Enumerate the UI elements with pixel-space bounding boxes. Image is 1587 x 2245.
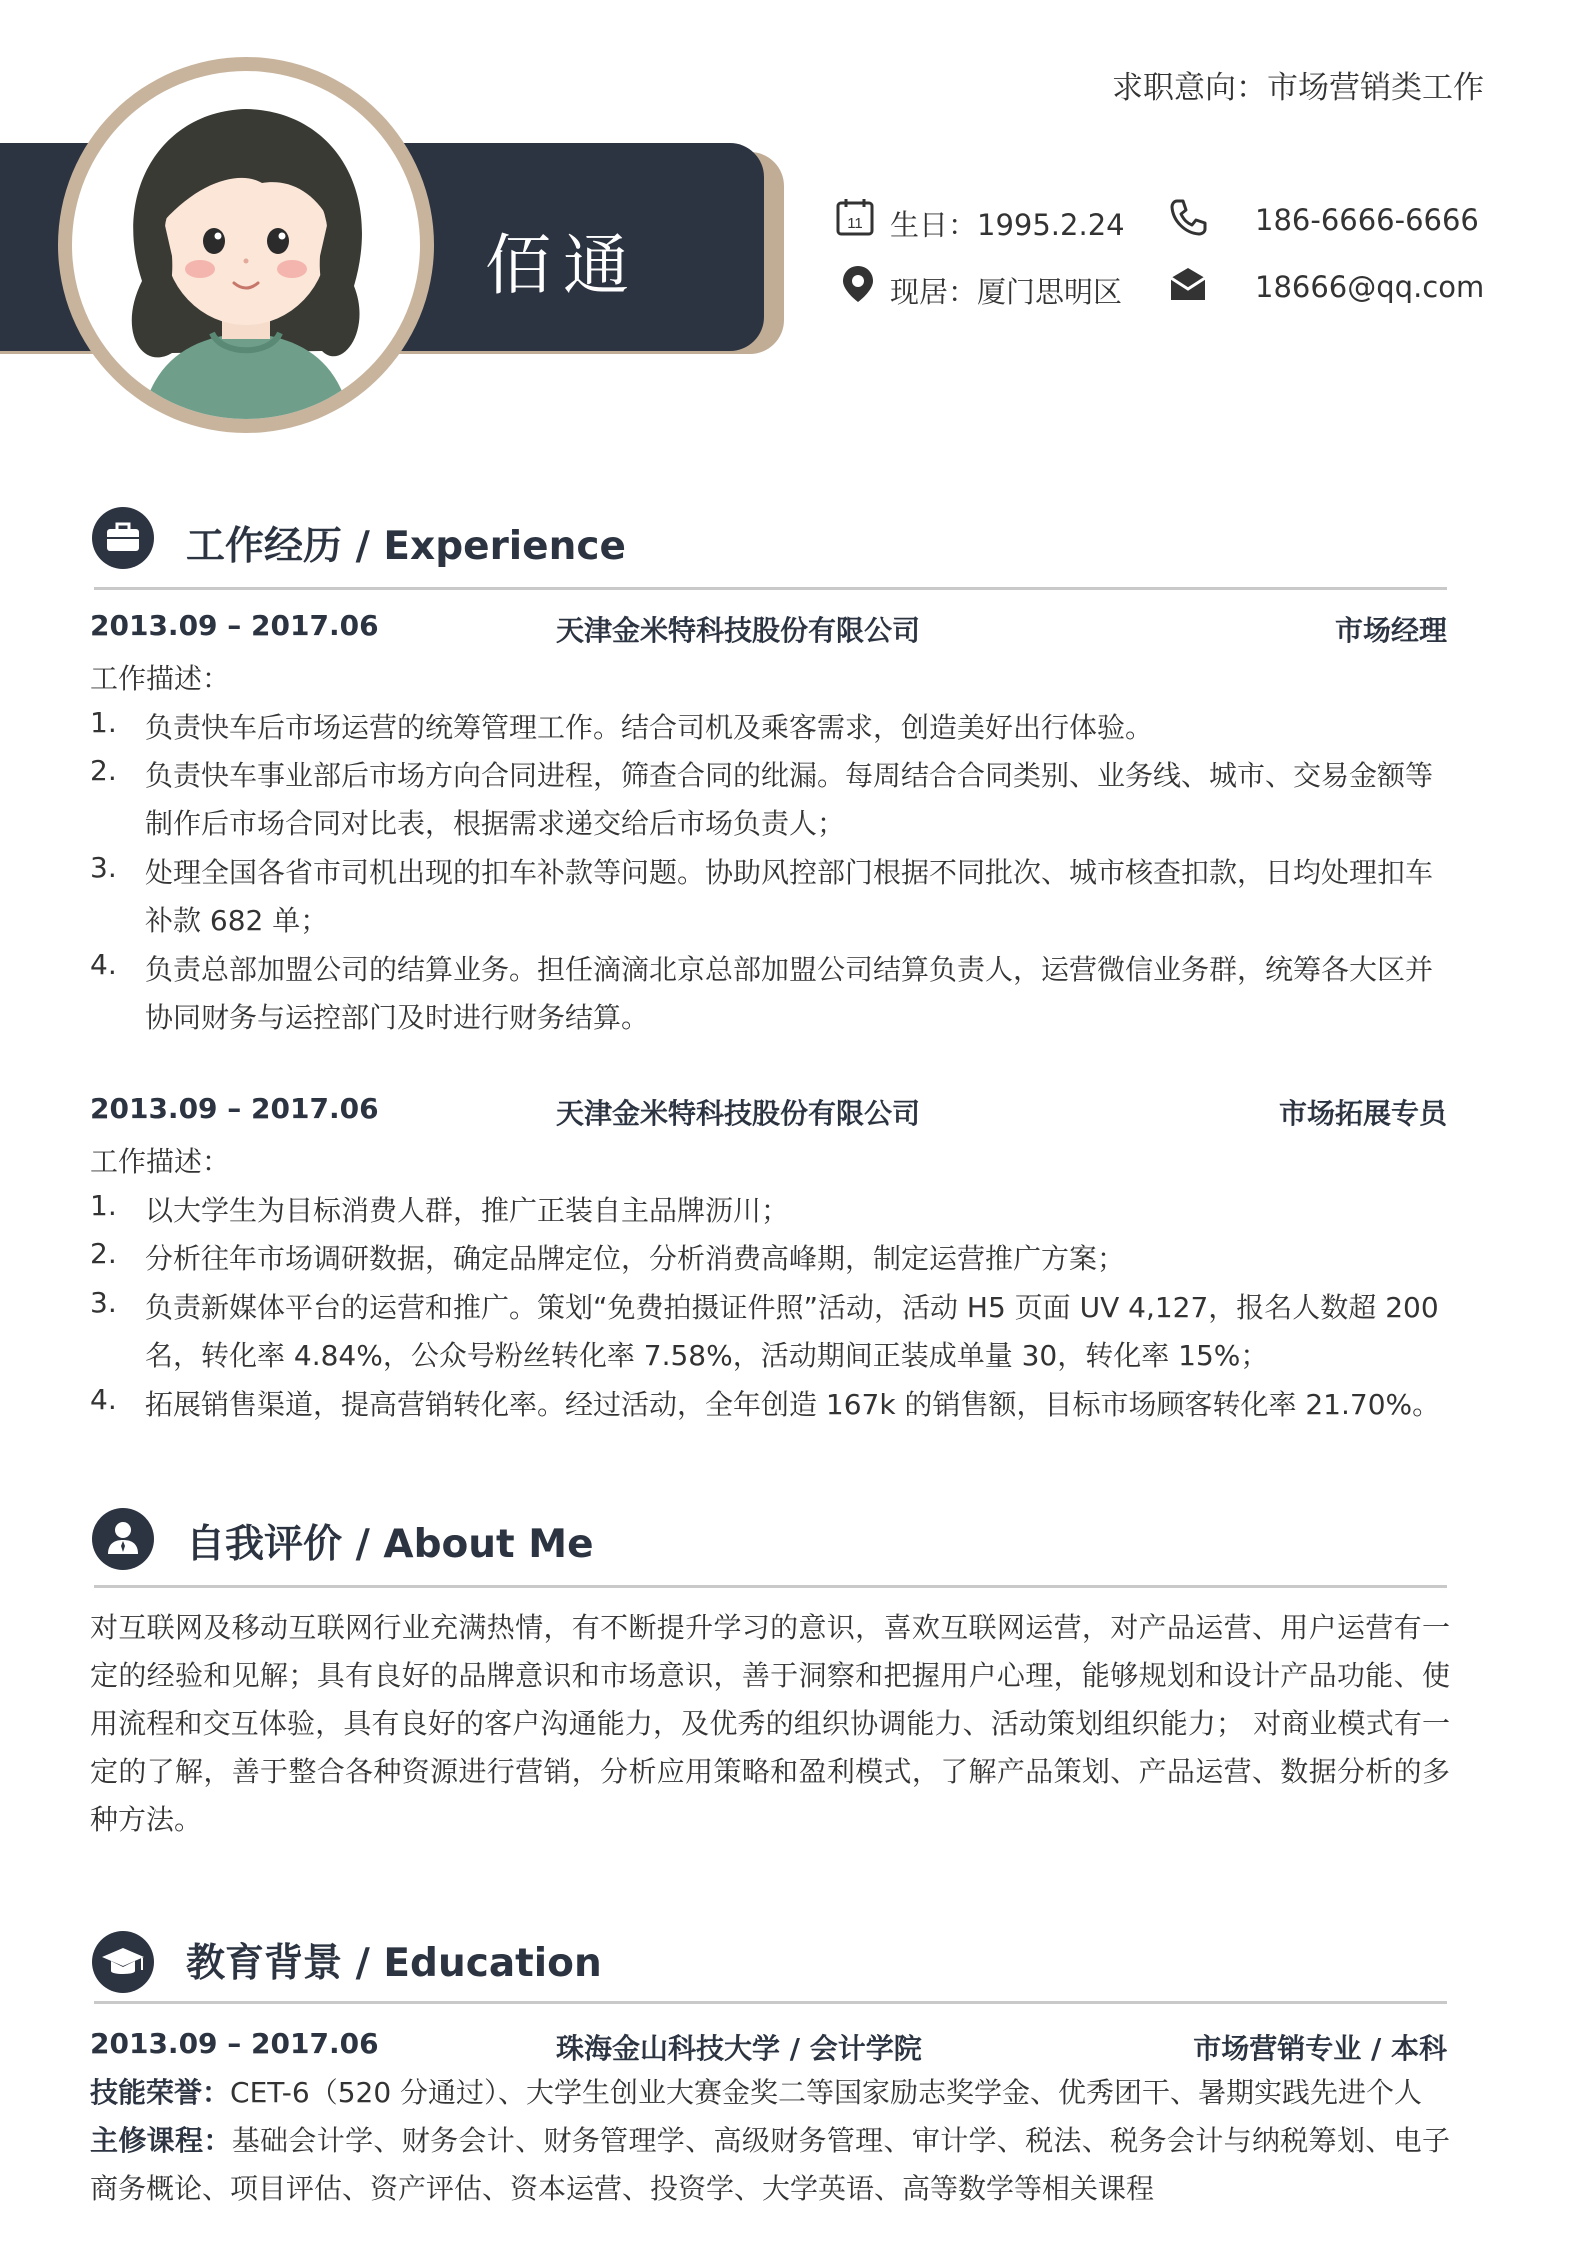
- calendar-icon: [835, 197, 875, 237]
- job-period: 2013.09 – 2017.06: [90, 1092, 379, 1125]
- list-item-number: 2.: [90, 1237, 117, 1270]
- list-item: 以大学生为目标消费人群，推广正装自主品牌沥川；: [145, 1194, 790, 1227]
- list-item: 负责快车事业部后市场方向合同进程，筛查合同的纰漏。每周结合合同类别、业务线、城市、交易金额等: [145, 759, 1434, 792]
- list-item: 分析往年市场调研数据，确定品牌定位，分析消费高峰期，制定运营推广方案；: [145, 1242, 1126, 1275]
- avatar-illustration: [72, 71, 420, 419]
- section-title-about: 自我评价 / About Me: [186, 1522, 594, 1567]
- honors-label: 技能荣誉：: [90, 2076, 231, 2109]
- list-item: 拓展销售渠道，提高营销转化率。经过活动，全年创造 167k 的销售额，目标市场顾客转化率 21.70%。: [145, 1388, 1441, 1421]
- briefcase-icon: [92, 507, 154, 569]
- list-item-continued: 名，转化率 4.84%，公众号粉丝转化率 7.58%，活动期间正装成单量 30，转化率 15%；: [145, 1339, 1269, 1372]
- section-title-education: 教育背景 / Education: [186, 1941, 602, 1986]
- job-intention: 求职意向：市场营销类工作: [1112, 70, 1484, 106]
- list-item-continued: 协同财务与运控部门及时进行财务结算。: [145, 1001, 650, 1034]
- section-divider: [94, 2001, 1447, 2004]
- education-school: 珠海金山科技大学 / 会计学院: [556, 2032, 922, 2065]
- honors-text: CET-6（520 分通过）、大学生创业大赛金奖二等国家励志奖学金、优秀团干、暑期实践先进个人: [230, 2076, 1423, 2109]
- list-item-number: 2.: [90, 754, 117, 787]
- section-divider: [94, 587, 1447, 590]
- education-major: 市场营销专业 / 本科: [1193, 2032, 1447, 2065]
- section-title-experience: 工作经历 / Experience: [186, 524, 626, 569]
- birthday: 生日：1995.2.24: [890, 208, 1125, 242]
- list-item-number: 3.: [90, 1286, 117, 1319]
- envelope-icon: [1168, 264, 1208, 304]
- phone-number: 186-6666-6666: [1255, 203, 1479, 237]
- job-period: 2013.09 – 2017.06: [90, 609, 379, 642]
- avatar: [72, 71, 420, 419]
- list-item-number: 3.: [90, 851, 117, 884]
- job-position: 市场拓展专员: [1278, 1097, 1447, 1130]
- job-desc-label: 工作描述：: [90, 1145, 231, 1178]
- list-item: 负责快车后市场运营的统筹管理工作。结合司机及乘客需求，创造美好出行体验。: [145, 711, 1154, 744]
- phone-icon: [1168, 197, 1208, 237]
- list-item: 负责新媒体平台的运营和推广。策划“免费拍摄证件照”活动，活动 H5 页面 UV 4,127，报名人数超 200: [145, 1291, 1439, 1324]
- list-item-number: 1.: [90, 706, 117, 739]
- list-item-number: 1.: [90, 1189, 117, 1222]
- job-company: 天津金米特科技股份有限公司: [556, 614, 921, 647]
- list-item-continued: 补款 682 单；: [145, 904, 329, 937]
- person-icon: [92, 1508, 154, 1570]
- courses-text: 基础会计学、财务会计、财务管理学、高级财务管理、审计学、税法、税务会计与纳税筹划、电子商务概论、项目评估、资产评估、资本运营、投资学、大学英语、高等数学等相关课程: [90, 2124, 1450, 2205]
- graduation-cap-icon: [92, 1931, 154, 1993]
- list-item-number: 4.: [90, 948, 117, 981]
- candidate-name: 佰通: [485, 227, 641, 304]
- location-icon: [838, 264, 878, 304]
- self-evaluation-text: 对互联网及移动互联网行业充满热情，有不断提升学习的意识，喜欢互联网运营，对产品运营、用户运营有一定的经验和见解；具有良好的品牌意识和市场意识，善于洞察和把握用户心理，能够规划和设计产品功能、使用流程和交互体验，具有良好的客户沟通能力，及优秀的组织协调能力、活动策划组织能力； 对商业模式有一定的了解，善于整合各种资源进行营销，分析应用策略和盈利模式，了解产品策划、产品运营、数据分析的多种方法。: [90, 1611, 1450, 1836]
- education-courses: [90, 2117, 1450, 2213]
- job-company: 天津金米特科技股份有限公司: [556, 1097, 921, 1130]
- job-desc-label: 工作描述：: [90, 662, 231, 695]
- list-item: 处理全国各省市司机出现的扣车补款等问题。协助风控部门根据不同批次、城市核查扣款，日均处理扣车: [145, 856, 1434, 889]
- svg-text:11: 11: [847, 215, 863, 232]
- list-item-number: 4.: [90, 1383, 117, 1416]
- list-item: 负责总部加盟公司的结算业务。担任滴滴北京总部加盟公司结算负责人，运营微信业务群，统筹各大区并: [145, 953, 1434, 986]
- list-item-continued: 制作后市场合同对比表，根据需求递交给后市场负责人；: [145, 807, 846, 840]
- education-period: 2013.09 – 2017.06: [90, 2027, 379, 2060]
- courses-label: 主修课程：: [90, 2124, 232, 2157]
- current-location: 现居：厦门思明区: [890, 275, 1123, 309]
- section-divider: [94, 1585, 1447, 1588]
- job-position: 市场经理: [1334, 614, 1447, 647]
- education-honors: [90, 2069, 1450, 2117]
- email-address: 18666@qq.com: [1255, 270, 1485, 304]
